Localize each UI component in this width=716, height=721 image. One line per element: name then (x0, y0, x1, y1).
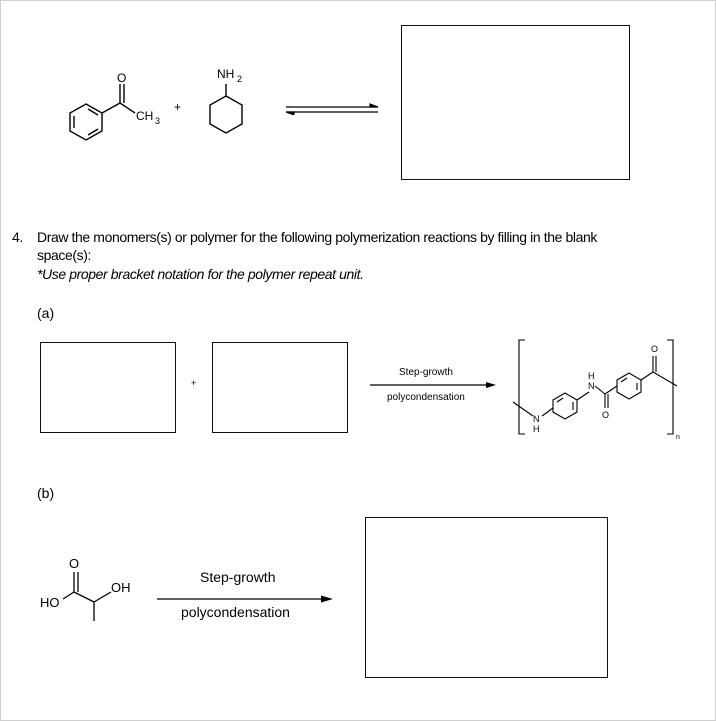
answer-box-top[interactable] (401, 25, 630, 180)
lactic-acid-structure (38, 555, 148, 630)
plus-sign: + (174, 100, 182, 114)
amine-subscript: 2 (237, 74, 243, 84)
answer-box-b[interactable] (365, 517, 608, 678)
part-b-arrow-top-label: Step-growth (200, 569, 276, 585)
polymer-amide-o: O (602, 410, 610, 420)
question-text-line1: Draw the monomers(s) or polymer for the following polymerization reactions by filling in the blank (37, 229, 597, 245)
part-b-reaction-arrow (157, 591, 333, 601)
polymer-subscript-n: n (676, 434, 680, 441)
part-a-arrow-top-label: Step-growth (399, 367, 453, 378)
polyamide-repeat-unit (505, 330, 685, 445)
part-b-arrow-bottom-label: polycondensation (181, 604, 290, 620)
answer-box-a1[interactable] (40, 342, 176, 433)
equilibrium-arrow (282, 102, 382, 114)
part-b-label: (b) (37, 485, 55, 501)
part-a-plus: + (191, 378, 197, 388)
polymer-nh-bottom-n: N (533, 414, 540, 424)
polymer-ketone-o: O (651, 344, 659, 354)
question-text-line2: space(s): (37, 247, 91, 263)
polymer-nh-top-h: H (588, 371, 595, 381)
methyl-label: CH (136, 109, 154, 123)
monomer-oh-label: OH (111, 580, 131, 595)
polymer-nh-top-n: N (588, 381, 595, 391)
amine-label: NH (217, 67, 235, 81)
polymer-nh-bottom-h: H (533, 424, 540, 434)
monomer-ho-label: HO (40, 595, 60, 610)
carbonyl-o-label: O (117, 71, 127, 85)
cyclohexylamine-structure (195, 60, 265, 150)
question-number: 4. (12, 229, 23, 245)
methyl-subscript: 3 (155, 116, 161, 126)
question-note: *Use proper bracket notation for the polymer repeat unit. (37, 266, 364, 282)
part-a-arrow-bottom-label: polycondensation (387, 392, 465, 403)
monomer-carbonyl-o: O (69, 556, 80, 571)
part-a-label: (a) (37, 305, 55, 321)
answer-box-a2[interactable] (212, 342, 348, 433)
part-a-reaction-arrow (370, 377, 496, 387)
